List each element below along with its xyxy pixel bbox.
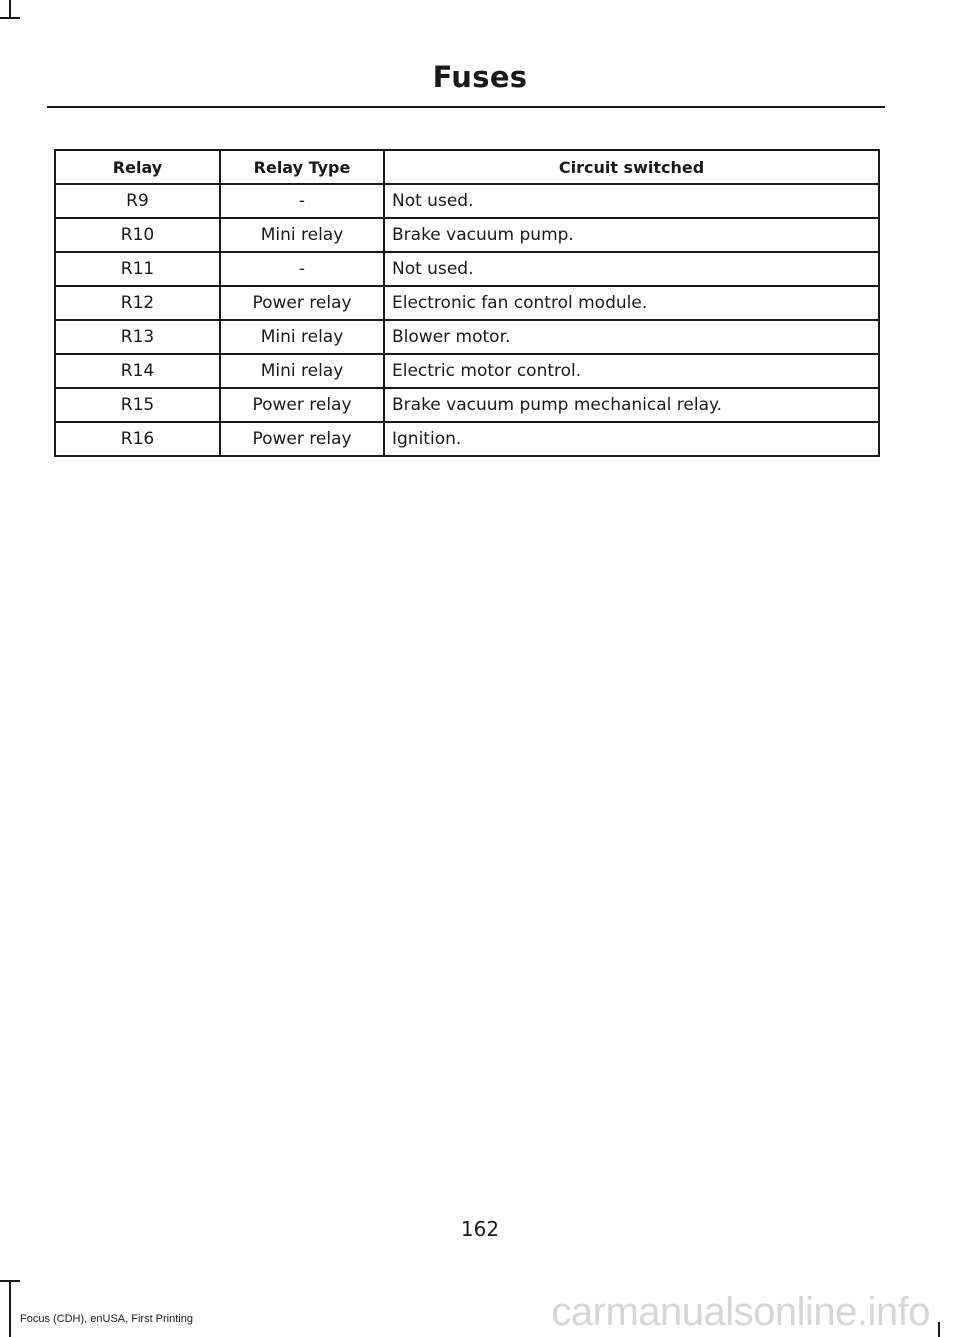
table-row [55, 184, 879, 218]
watermark: carmanualsonline.info [551, 1290, 930, 1334]
crop-mark-bottom-right-vertical [938, 1322, 940, 1337]
cell-circuit: Not used. [384, 184, 879, 218]
cell-relay: R10 [55, 218, 220, 252]
cell-relay-type: Power relay [220, 388, 384, 422]
cell-relay: R9 [55, 184, 220, 218]
page-number: 162 [460, 1217, 500, 1241]
table-row [55, 354, 879, 388]
crop-mark-top-left-vertical [9, 0, 11, 18]
cell-relay: R11 [55, 252, 220, 286]
cell-relay-type: Mini relay [220, 218, 384, 252]
footer-edition-text: Focus (CDH), enUSA, First Printing [20, 1313, 193, 1325]
table-row [55, 388, 879, 422]
crop-mark-top-left-horizontal [0, 17, 20, 19]
cell-relay: R12 [55, 286, 220, 320]
cell-relay-type: Power relay [220, 422, 384, 456]
cell-circuit: Brake vacuum pump. [384, 218, 879, 252]
table-row [55, 422, 879, 456]
cell-relay-type: - [220, 252, 384, 286]
cell-circuit: Blower motor. [384, 320, 879, 354]
cell-circuit: Brake vacuum pump mechanical relay. [384, 388, 879, 422]
cell-circuit: Electric motor control. [384, 354, 879, 388]
relay-table [54, 149, 880, 457]
cell-relay: R15 [55, 388, 220, 422]
cell-circuit: Ignition. [384, 422, 879, 456]
cell-circuit: Electronic fan control module. [384, 286, 879, 320]
title-divider [47, 106, 885, 108]
table-header-row [55, 150, 879, 184]
crop-mark-bottom-left-vertical [9, 1280, 11, 1337]
table-row [55, 320, 879, 354]
cell-circuit: Not used. [384, 252, 879, 286]
page-title: Fuses [432, 60, 528, 94]
cell-relay-type: Mini relay [220, 320, 384, 354]
table-row [55, 218, 879, 252]
cell-relay: R14 [55, 354, 220, 388]
cell-relay: R13 [55, 320, 220, 354]
table-row [55, 286, 879, 320]
header-relay: Relay [55, 150, 220, 184]
header-relay-type: Relay Type [220, 150, 384, 184]
crop-mark-bottom-left-horizontal [0, 1280, 20, 1282]
cell-relay: R16 [55, 422, 220, 456]
cell-relay-type: Mini relay [220, 354, 384, 388]
cell-relay-type: Power relay [220, 286, 384, 320]
table-row [55, 252, 879, 286]
cell-relay-type: - [220, 184, 384, 218]
header-circuit-switched: Circuit switched [384, 150, 879, 184]
